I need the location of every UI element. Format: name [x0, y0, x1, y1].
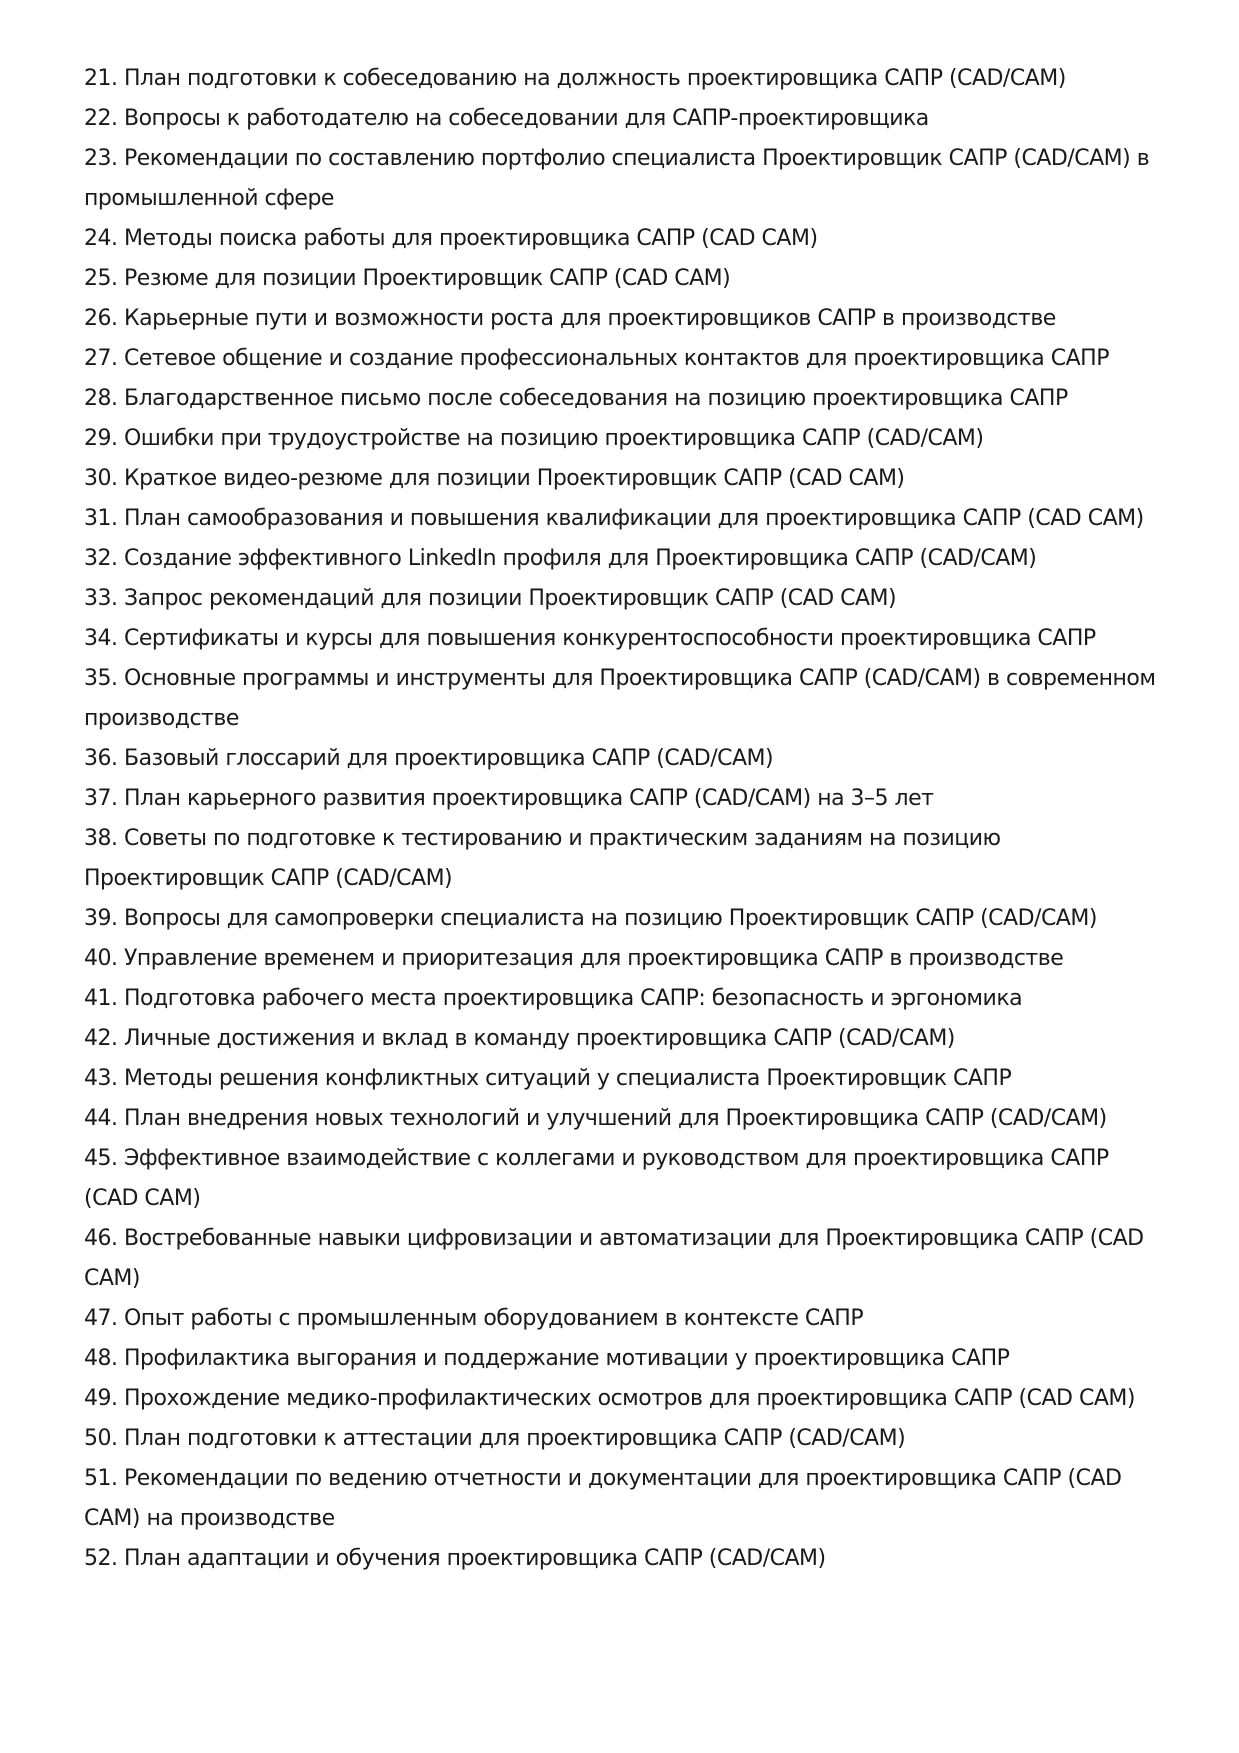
list-item: 41. Подготовка рабочего места проектировщика САПР: безопасность и эргономика	[84, 986, 1023, 1011]
list-item: 49. Прохождение медико-профилактических осмотров для проектировщика САПР (CAD CAM)	[84, 1386, 1135, 1411]
list-item: 33. Запрос рекомендаций для позиции Проектировщик САПР (CAD CAM)	[84, 586, 897, 611]
list-item: 34. Сертификаты и курсы для повышения конкурентоспособности проектировщика САПР	[84, 626, 1096, 651]
list-item: 42. Личные достижения и вклад в команду проектировщика САПР (CAD/CAM)	[84, 1026, 955, 1051]
list-item: 45. Эффективное взаимодействие с коллегами и руководством для проектировщика САПР (CAD CAM)	[84, 1146, 1109, 1211]
list-item: 50. План подготовки к аттестации для проектировщика САПР (CAD/CAM)	[84, 1426, 906, 1451]
list-item: 30. Краткое видео-резюме для позиции Проектировщик САПР (CAD CAM)	[84, 466, 905, 491]
numbered-list	[84, 59, 1169, 1579]
list-item: 25. Резюме для позиции Проектировщик САПР (CAD CAM)	[84, 266, 731, 291]
list-item: 38. Советы по подготовке к тестированию и практическим заданиям на позицию Проектировщик САПР (CAD/CAM)	[84, 826, 1001, 891]
list-item: 37. План карьерного развития проектировщика САПР (CAD/CAM) на 3–5 лет	[84, 786, 934, 811]
list-item: 24. Методы поиска работы для проектировщика САПР (CAD CAM)	[84, 226, 818, 251]
list-item: 35. Основные программы и инструменты для Проектировщика САПР (CAD/CAM) в современном производстве	[84, 666, 1156, 731]
list-item: 28. Благодарственное письмо после собеседования на позицию проектировщика САПР	[84, 386, 1068, 411]
list-item: 47. Опыт работы с промышленным оборудованием в контексте САПР	[84, 1306, 864, 1331]
list-item: 29. Ошибки при трудоустройстве на позицию проектировщика САПР (CAD/CAM)	[84, 426, 984, 451]
list-item: 44. План внедрения новых технологий и улучшений для Проектировщика САПР (CAD/CAM)	[84, 1106, 1107, 1131]
list-item: 32. Создание эффективного LinkedIn профиля для Проектировщика САПР (CAD/CAM)	[84, 546, 1037, 571]
list-item: 43. Методы решения конфликтных ситуаций у специалиста Проектировщик САПР	[84, 1066, 1012, 1091]
list-item: 27. Сетевое общение и создание профессиональных контактов для проектировщика САПР	[84, 346, 1109, 371]
list-item: 40. Управление временем и приоритезация для проектировщика САПР в производстве	[84, 946, 1064, 971]
list-item: 26. Карьерные пути и возможности роста для проектировщиков САПР в производстве	[84, 306, 1056, 331]
list-item: 36. Базовый глоссарий для проектировщика САПР (CAD/CAM)	[84, 746, 774, 771]
list-item: 22. Вопросы к работодателю на собеседовании для САПР-проектировщика	[84, 106, 929, 131]
list-item: 23. Рекомендации по составлению портфолио специалиста Проектировщик САПР (CAD/CAM) в промышленной сфере	[84, 146, 1150, 211]
list-item: 39. Вопросы для самопроверки специалиста на позицию Проектировщик САПР (CAD/CAM)	[84, 906, 1097, 931]
list-item: 48. Профилактика выгорания и поддержание мотивации у проектировщика САПР	[84, 1346, 1010, 1371]
list-item: 31. План самообразования и повышения квалификации для проектировщика САПР (CAD CAM)	[84, 506, 1144, 531]
list-item: 21. План подготовки к собеседованию на должность проектировщика САПР (CAD/CAM)	[84, 66, 1066, 91]
list-item: 46. Востребованные навыки цифровизации и автоматизации для Проектировщика САПР (CAD CAM)	[84, 1226, 1144, 1291]
list-item: 51. Рекомендации по ведению отчетности и документации для проектировщика САПР (CAD CAM) на производстве	[84, 1466, 1122, 1531]
list-item: 52. План адаптации и обучения проектировщика САПР (CAD/CAM)	[84, 1546, 826, 1571]
